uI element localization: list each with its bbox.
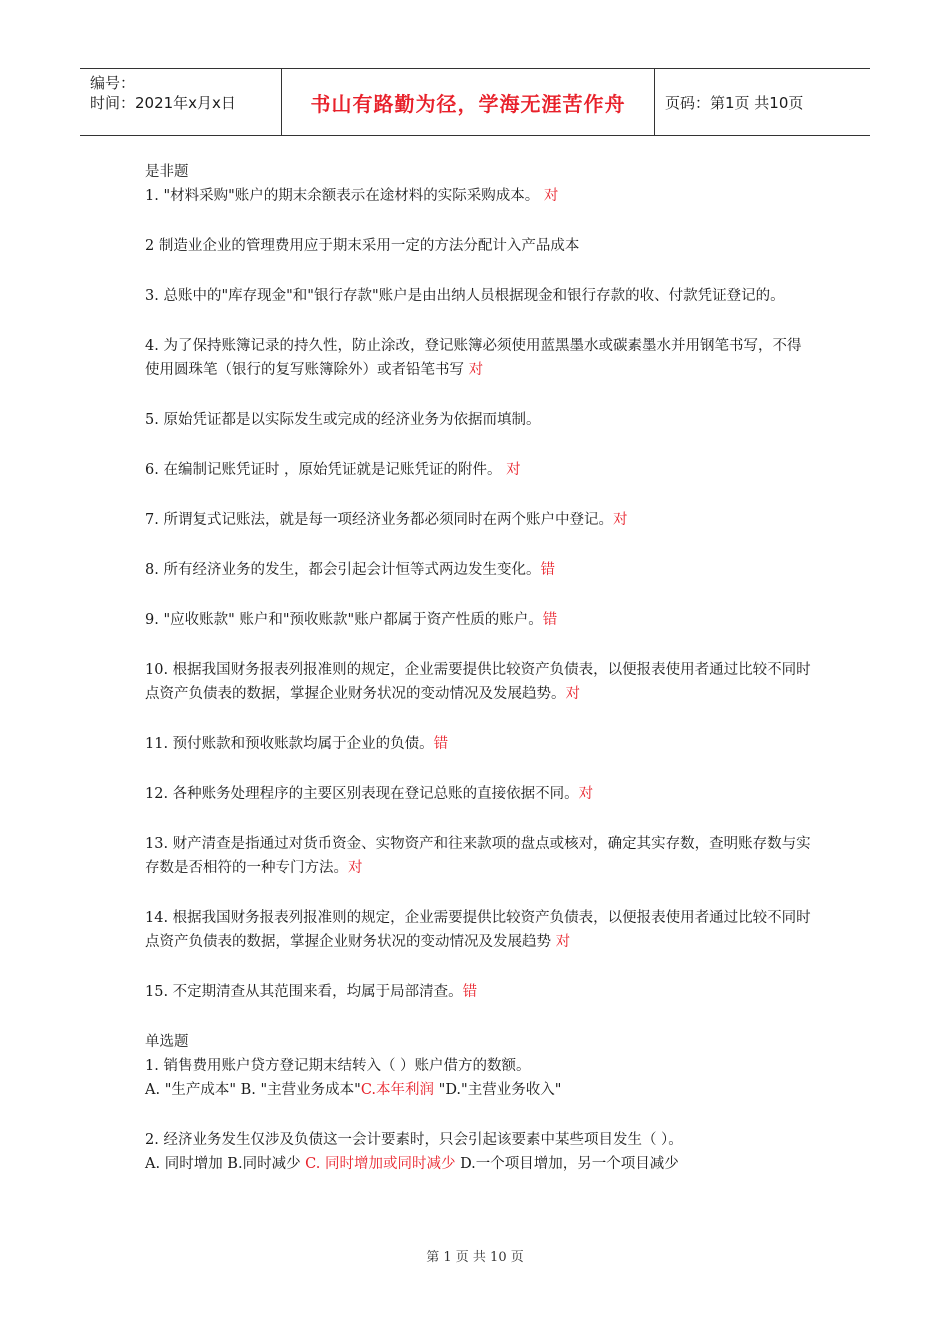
tf-question-15: 15. 不定期清查从其范围来看，均属于局部清查。错 xyxy=(145,984,478,1000)
answer-mark: 对 xyxy=(555,934,571,950)
tf-question-10: 10. 根据我国财务报表列报准则的规定，企业需要提供比较资产负债表，以便报表使用者通过比较不同时点资产负债表的数据，掌握企业财务状况的变动情况及发展趋势。对 xyxy=(145,662,811,702)
answer-mark: 对 xyxy=(506,462,521,478)
answer-mark: C.本年利润 xyxy=(360,1082,435,1098)
header-page-info: 页码：第1页 共10页 xyxy=(665,93,804,112)
tf-question-6: 6. 在编制记账凭证时 ，原始凭证就是记账凭证的附件。 对 xyxy=(145,462,521,478)
tf-question-5: 5. 原始凭证都是以实际发生或完成的经济业务为依据而填制。 xyxy=(145,412,541,428)
document-body xyxy=(145,160,815,1176)
answer-mark: 错 xyxy=(540,562,555,578)
answer-mark: 对 xyxy=(468,362,484,378)
tf-question-3: 3. 总账中的"库存现金"和"银行存款"账户是由出纳人员根据现金和银行存款的收、付款凭证登记的。 xyxy=(145,288,785,304)
answer-mark: 对 xyxy=(578,786,594,802)
page-header xyxy=(80,68,870,136)
answer-mark: 对 xyxy=(612,512,628,528)
tf-question-1: 1. "材料采购"账户的期末余额表示在途材料的实际采购成本。 对 xyxy=(145,188,559,204)
header-meta xyxy=(80,69,282,135)
mc-question-2-options: A. 同时增加 B.同时减少 C. 同时增加或同时减少 D.一个项目增加，另一个项目减少 xyxy=(145,1156,679,1172)
tf-question-14: 14. 根据我国财务报表列报准则的规定，企业需要提供比较资产负债表，以便报表使用者通过比较不同时点资产负债表的数据，掌握企业财务状况的变动情况及发展趋势 对 xyxy=(145,910,811,950)
mc-question-2-stem: 2. 经济业务发生仅涉及负债这一会计要素时，只会引起该要素中某些项目发生（ ）。 xyxy=(145,1132,683,1148)
answer-mark: 错 xyxy=(433,736,449,752)
tf-question-8: 8. 所有经济业务的发生，都会引起会计恒等式两边发生变化。错 xyxy=(145,562,555,578)
mc-question-1-stem: 1. 销售费用账户贷方登记期末结转入（ ）账户借方的数额。 xyxy=(145,1058,531,1074)
tf-question-13: 13. 财产清查是指通过对货币资金、实物资产和往来款项的盘点或核对，确定其实存数，查明账存数与实存数是否相符的一种专门方法。对 xyxy=(145,836,811,876)
answer-mark: 对 xyxy=(348,860,363,876)
page-footer: 第 1 页 共 10 页 xyxy=(426,1250,524,1265)
tf-question-2: 2 制造业企业的管理费用应于期末采用一定的方法分配计入产品成本 xyxy=(145,238,580,254)
mc-heading: 单选题 xyxy=(145,1034,189,1050)
answer-mark: 错 xyxy=(462,984,478,1000)
tf-question-9: 9. "应收账款" 账户和"预收账款"账户都属于资产性质的账户。错 xyxy=(145,612,558,628)
mc-question-1-options: A. "生产成本" B. "主营业务成本"C.本年利润 "D."主营业务收入" xyxy=(145,1082,562,1098)
tf-question-7: 7. 所谓复式记账法，就是每一项经济业务都必须同时在两个账户中登记。对 xyxy=(145,512,628,528)
answer-mark: 错 xyxy=(542,612,558,628)
number-label: 编号： xyxy=(90,74,136,92)
tf-heading: 是非题 xyxy=(145,164,189,180)
tf-question-4: 4. 为了保持账簿记录的持久性，防止涂改，登记账簿必须使用蓝黑墨水或碳素墨水并用钢笔书写，不得使用圆珠笔（银行的复写账簿除外）或者铅笔书写 对 xyxy=(145,338,802,378)
tf-question-12: 12. 各种账务处理程序的主要区别表现在登记总账的直接依据不同。对 xyxy=(145,786,594,802)
answer-mark: 对 xyxy=(565,686,580,702)
time-label: 时间：2021年x月x日 xyxy=(90,94,236,112)
answer-mark: C. 同时增加或同时减少 xyxy=(305,1156,456,1172)
tf-question-11: 11. 预付账款和预收账款均属于企业的负债。错 xyxy=(145,736,449,752)
answer-mark: 对 xyxy=(543,188,559,204)
header-motto: 书山有路勤为径，学海无涯苦作舟 xyxy=(282,69,655,135)
